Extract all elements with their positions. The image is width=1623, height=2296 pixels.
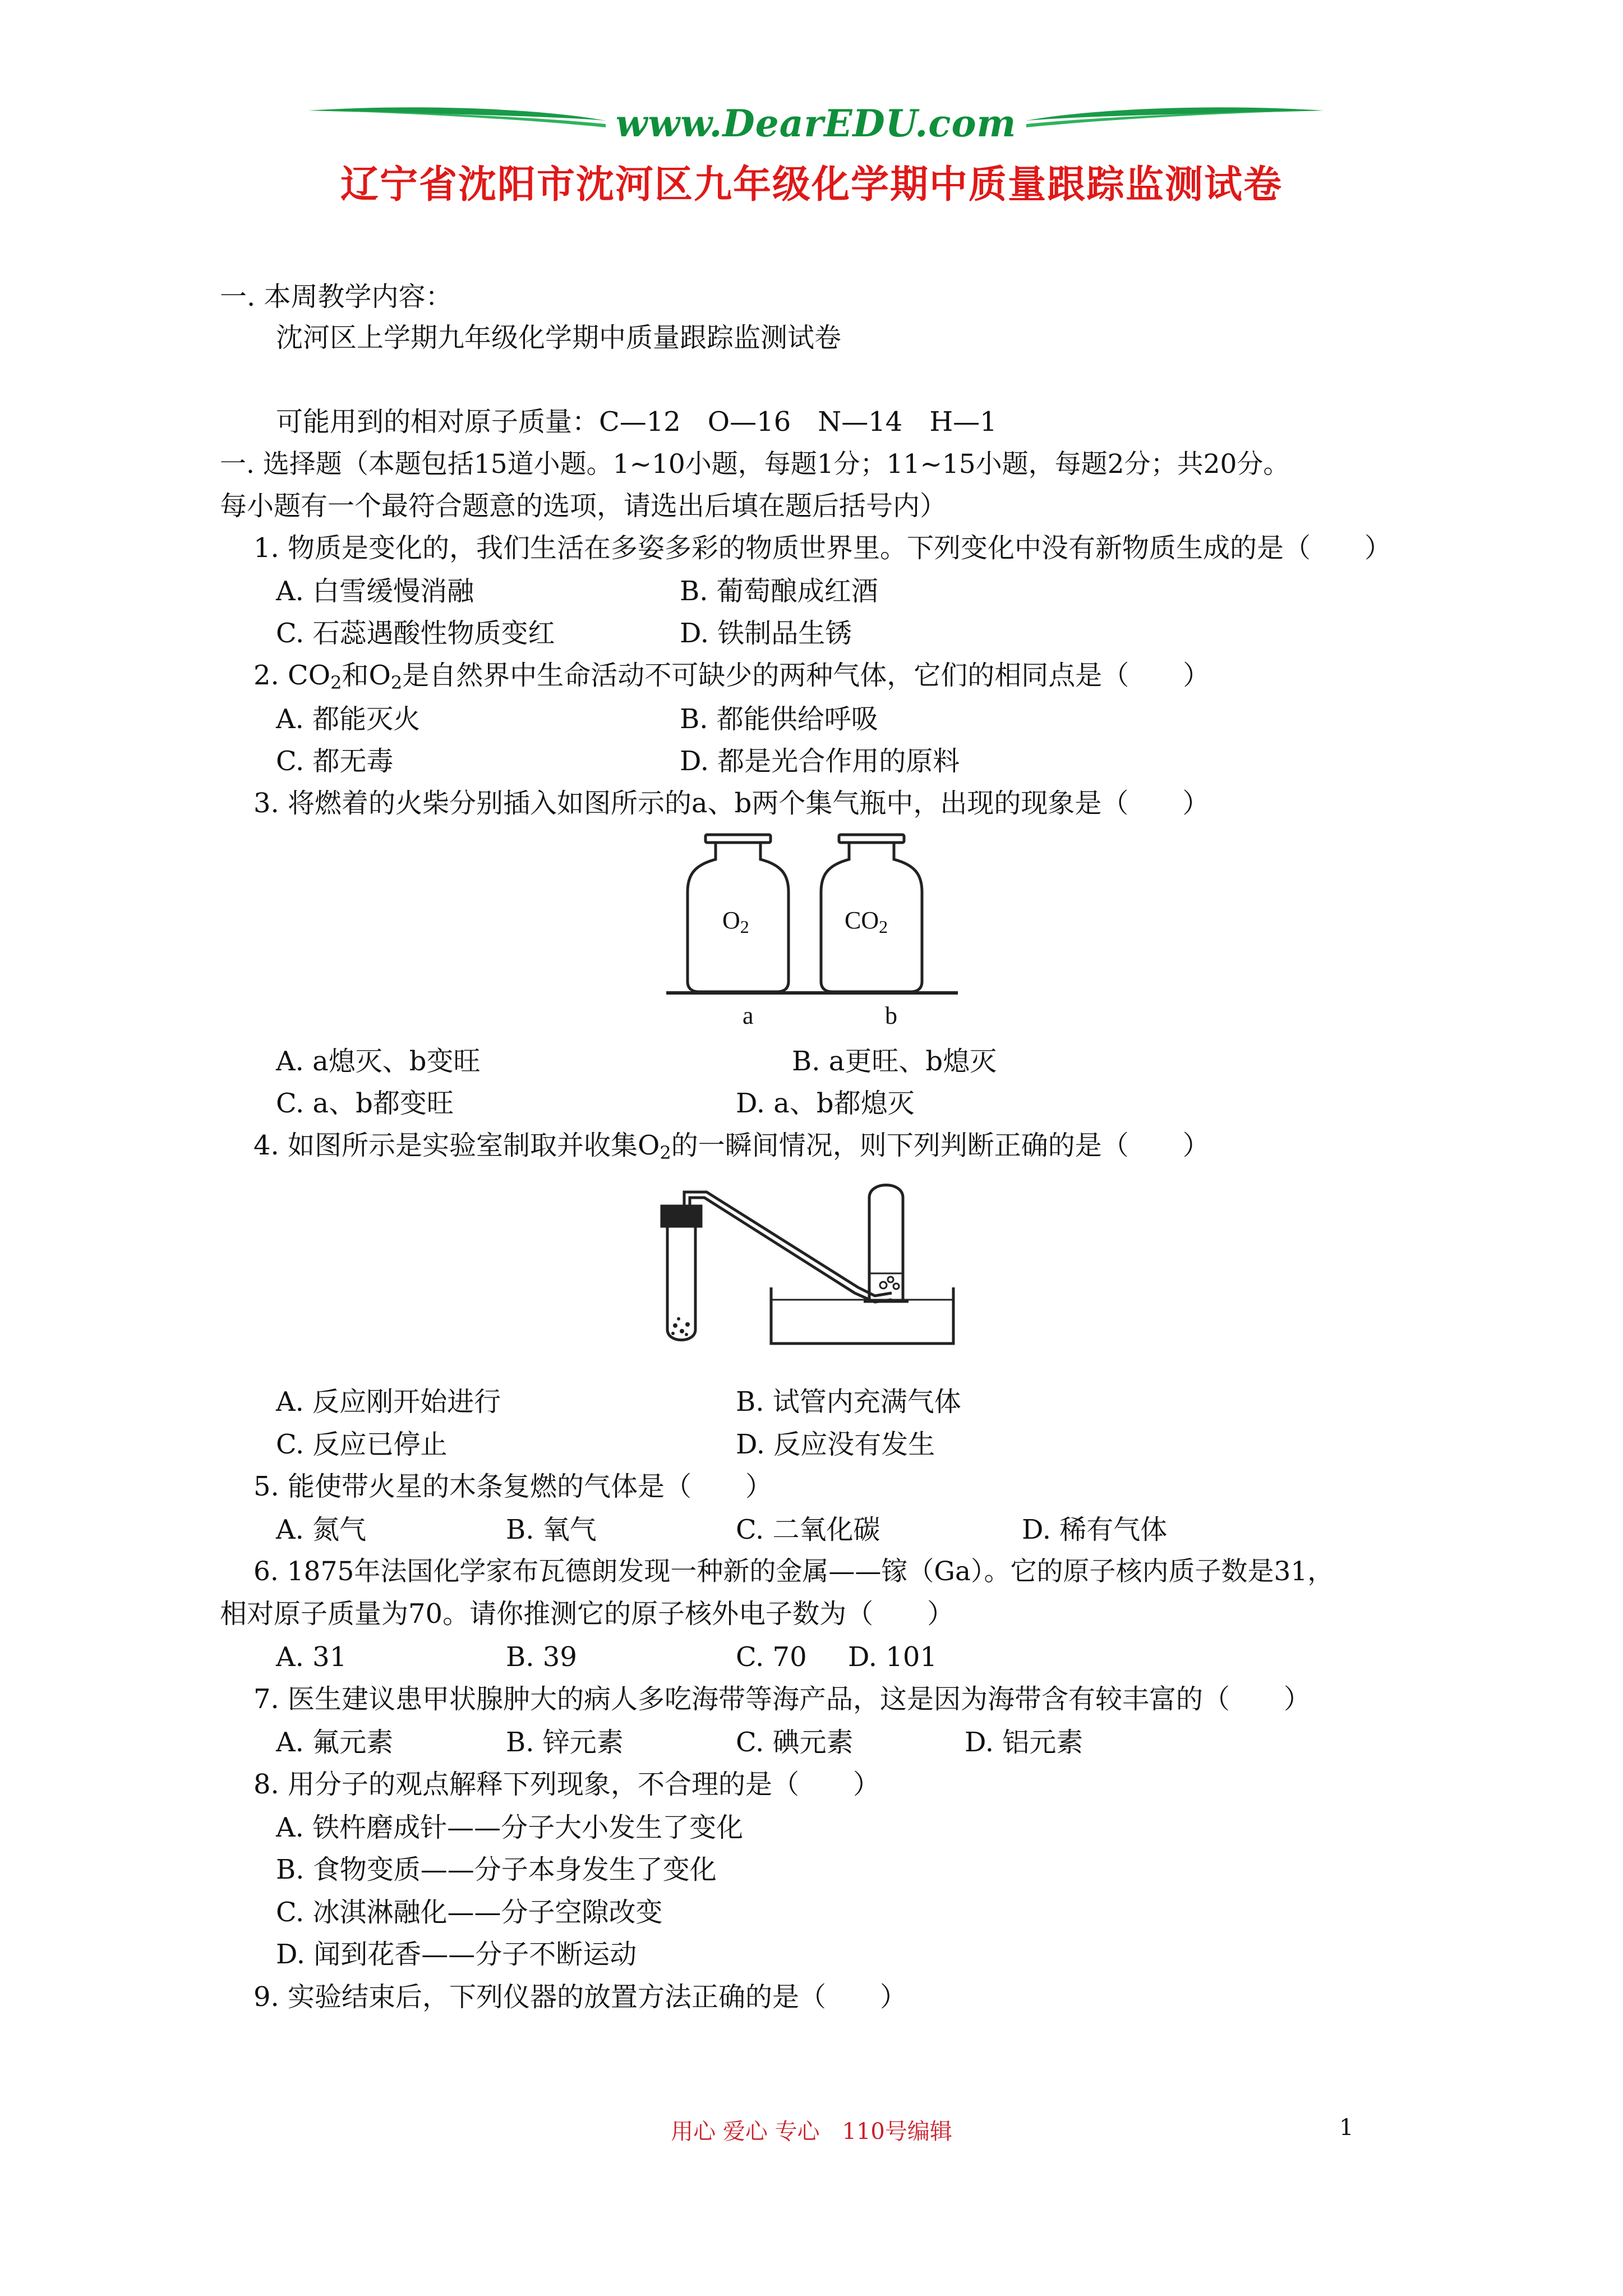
q7-option-a[interactable]: A. 氟元素 [276, 1727, 394, 1758]
question-2-stem: 2. $CO_2$和$O_2$是自然界中生命活动不可缺少的两种气体，它们的相同点是（ ） [253, 660, 1210, 693]
section-label: 一. 本周教学内容： [220, 281, 453, 312]
q1-option-d[interactable]: D. 铁制品生锈 [680, 618, 852, 649]
q8-option-b[interactable]: B. 食物变质——分子本身发生了变化 [276, 1854, 717, 1885]
question-3-stem: 3. 将燃着的火柴分别插入如图所示的a、b两个集气瓶中，出现的现象是（ ） [253, 788, 1210, 819]
oxygen-apparatus-drawing [628, 1175, 976, 1355]
footer-note: 用心 爱心 专心 110号编辑 [671, 2119, 952, 2145]
question-8-stem: 8. 用分子的观点解释下列现象，不合理的是（ ） [253, 1769, 880, 1800]
q3-option-b[interactable]: B. a更旺、b熄灭 [792, 1046, 997, 1077]
q5-option-d[interactable]: D. 稀有气体 [1022, 1514, 1168, 1545]
q6-option-a[interactable]: A. 31 [276, 1641, 347, 1673]
q5-option-c[interactable]: C. 二氧化碳 [736, 1514, 880, 1545]
jar-b-caption: b [885, 1002, 897, 1029]
question-6-stem-line2: 相对原子质量为70。请你推测它的原子核外电子数为（ ） [220, 1598, 955, 1630]
q3-option-c[interactable]: C. a、b都变旺 [276, 1088, 454, 1119]
question-4-stem: 4. 如图所示是实验室制取并收集$O_2$的一瞬间情况，则下列判断正确的是（ ） [253, 1130, 1210, 1163]
jar-a-caption: a [743, 1002, 754, 1029]
q7-option-c[interactable]: C. 碘元素 [736, 1727, 854, 1758]
question-1-stem: 1. 物质是变化的，我们生活在多姿多彩的物质世界里。下列变化中没有新物质生成的是（ ） [253, 532, 1392, 564]
q4-option-d[interactable]: D. 反应没有发生 [736, 1429, 935, 1460]
oxygen-collection-figure [628, 1175, 976, 1355]
q2-option-b[interactable]: B. 都能供给呼吸 [680, 703, 878, 735]
part-note: 每小题有一个最符合题意的选项，请选出后填在题后括号内） [220, 490, 947, 522]
q6-option-c[interactable]: C. 70 [736, 1641, 807, 1673]
q6-option-d[interactable]: D. 101 [848, 1641, 937, 1673]
q3-option-a[interactable]: A. a熄灭、b变旺 [276, 1046, 481, 1077]
q1-option-a[interactable]: A. 白雪缓慢消融 [276, 576, 474, 607]
brand-url[interactable]: www.DearEDU.com [615, 102, 1017, 145]
q1-option-c[interactable]: C. 石蕊遇酸性物质变红 [276, 618, 555, 649]
page-title: 辽宁省沈阳市沈河区九年级化学期中质量跟踪监测试卷 [340, 163, 1283, 207]
question-5-stem: 5. 能使带火星的木条复燃的气体是（ ） [253, 1471, 773, 1502]
gas-jars-figure [666, 830, 958, 1032]
q2-option-c[interactable]: C. 都无毒 [276, 746, 394, 777]
q3-option-d[interactable]: D. a、b都熄灭 [736, 1088, 915, 1119]
q6-option-b[interactable]: B. 39 [506, 1641, 577, 1673]
question-6-stem-line1: 6. 1875年法国化学家布瓦德朗发现一种新的金属——镓（Ga）。它的原子核内质子数是31， [253, 1556, 1334, 1587]
q5-option-a[interactable]: A. 氮气 [276, 1514, 367, 1545]
q8-option-d[interactable]: D. 闻到花香——分子不断运动 [276, 1939, 637, 1970]
q4-option-a[interactable]: A. 反应刚开始进行 [276, 1386, 501, 1418]
q2-option-d[interactable]: D. 都是光合作用的原料 [680, 746, 960, 777]
q8-option-a[interactable]: A. 铁杵磨成针——分子大小发生了变化 [276, 1812, 744, 1843]
q5-option-b[interactable]: B. 氧气 [506, 1514, 597, 1545]
q8-option-c[interactable]: C. 冰淇淋融化——分子空隙改变 [276, 1897, 663, 1928]
question-7-stem: 7. 医生建议患甲状腺肿大的病人多吃海带等海产品，这是因为海带含有较丰富的（ ） [253, 1683, 1311, 1715]
brand-banner [303, 98, 1329, 149]
jar-b-label: $CO_2$ [845, 907, 888, 937]
q1-option-b[interactable]: B. 葡萄酿成红酒 [680, 576, 878, 607]
q4-option-b[interactable]: B. 试管内充满气体 [736, 1386, 961, 1418]
question-9-stem: 9. 实验结束后，下列仪器的放置方法正确的是（ ） [253, 1981, 907, 2013]
part-title: 一. 选择题（本题包括15道小题。1~10小题，每题1分；11~15小题，每题2分；共20分。 [220, 449, 1290, 480]
q7-option-b[interactable]: B. 锌元素 [506, 1727, 624, 1758]
page-number: 1 [1339, 2115, 1354, 2141]
atomic-masses: 可能用到的相对原子质量：C—12 O—16 N—14 H—1 [276, 406, 997, 438]
gas-jars-drawing [666, 830, 958, 1032]
section-content: 沈河区上学期九年级化学期中质量跟踪监测试卷 [276, 322, 842, 353]
q4-option-c[interactable]: C. 反应已停止 [276, 1429, 448, 1460]
q2-option-a[interactable]: A. 都能灭火 [276, 703, 421, 735]
jar-a-label: $O_2$ [722, 907, 749, 937]
q7-option-d[interactable]: D. 铝元素 [965, 1727, 1083, 1758]
